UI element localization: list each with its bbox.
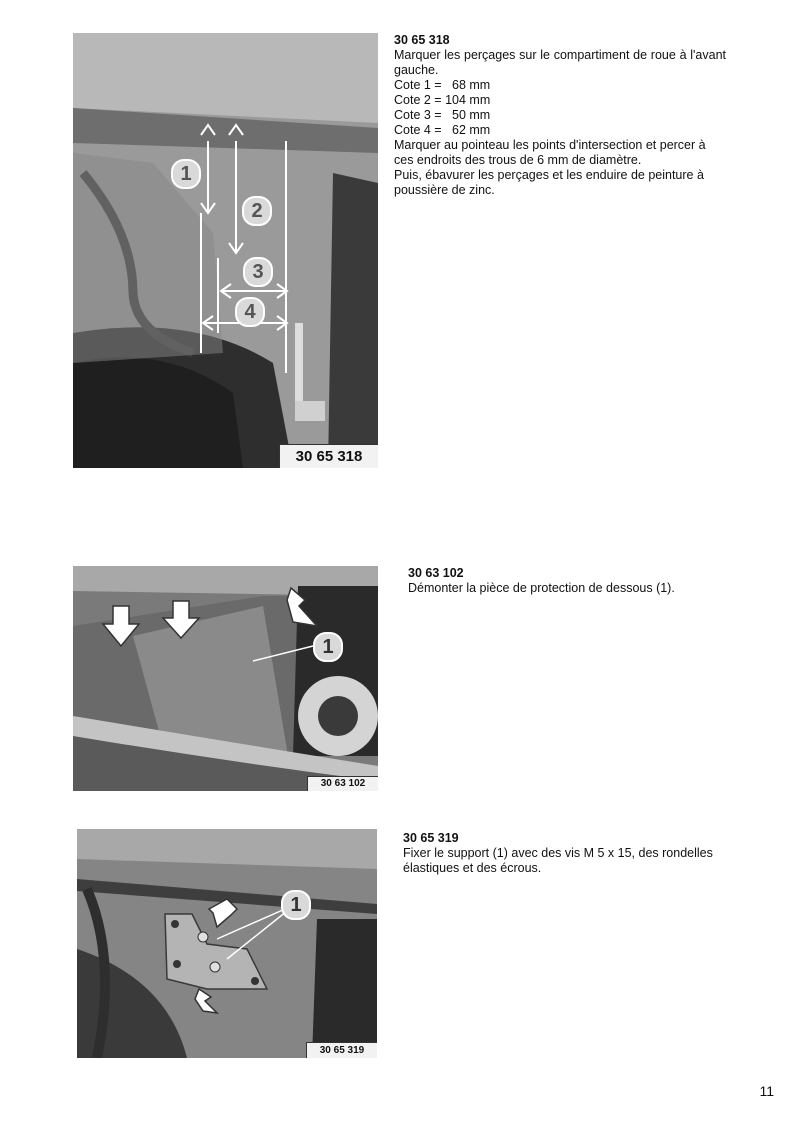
dimension-4: Cote 4 = 62 mm — [394, 123, 491, 137]
page-number: 11 — [759, 1083, 774, 1099]
section-intro: Marquer les perçages sur le compartiment de roue à l'avant gauche. — [394, 48, 726, 77]
photo-wheel-arch-measurements — [73, 33, 378, 468]
figure-label: 30 65 318 — [279, 444, 378, 468]
callout-3: 3 — [243, 257, 273, 287]
dimension-3: Cote 3 = 50 mm — [394, 108, 491, 122]
section-30-65-319 — [403, 831, 733, 876]
photo-illustration — [73, 566, 378, 791]
callout-4: 4 — [235, 297, 265, 327]
section-step-1: Marquer au pointeau les points d'intersection et percer à ces endroits des trous de 6 mm de diamètre. — [394, 138, 706, 167]
section-code: 30 63 102 — [408, 566, 464, 580]
section-30-65-318 — [394, 33, 726, 198]
callout-1: 1 — [313, 632, 343, 662]
section-text: Démonter la pièce de protection de dessous (1). — [408, 581, 675, 595]
callout-2: 2 — [242, 196, 272, 226]
dimension-2: Cote 2 = 104 mm — [394, 93, 491, 107]
figure-label: 30 65 319 — [306, 1042, 377, 1058]
section-30-63-102 — [408, 566, 728, 596]
photo-illustration — [73, 33, 378, 468]
section-code: 30 65 318 — [394, 33, 450, 47]
section-text: Fixer le support (1) avec des vis M 5 x 15, des rondelles élastiques et des écrous. — [403, 846, 713, 875]
section-code: 30 65 319 — [403, 831, 459, 845]
section-step-2: Puis, ébavurer les perçages et les enduire de peinture à poussière de zinc. — [394, 168, 704, 197]
figure-label: 30 63 102 — [307, 776, 378, 791]
photo-underbody-protection — [73, 566, 378, 791]
dimension-1: Cote 1 = 68 mm — [394, 78, 491, 92]
callout-1: 1 — [171, 159, 201, 189]
photo-illustration — [77, 829, 377, 1058]
callout-1: 1 — [281, 890, 311, 920]
photo-bracket-fixing — [77, 829, 377, 1058]
